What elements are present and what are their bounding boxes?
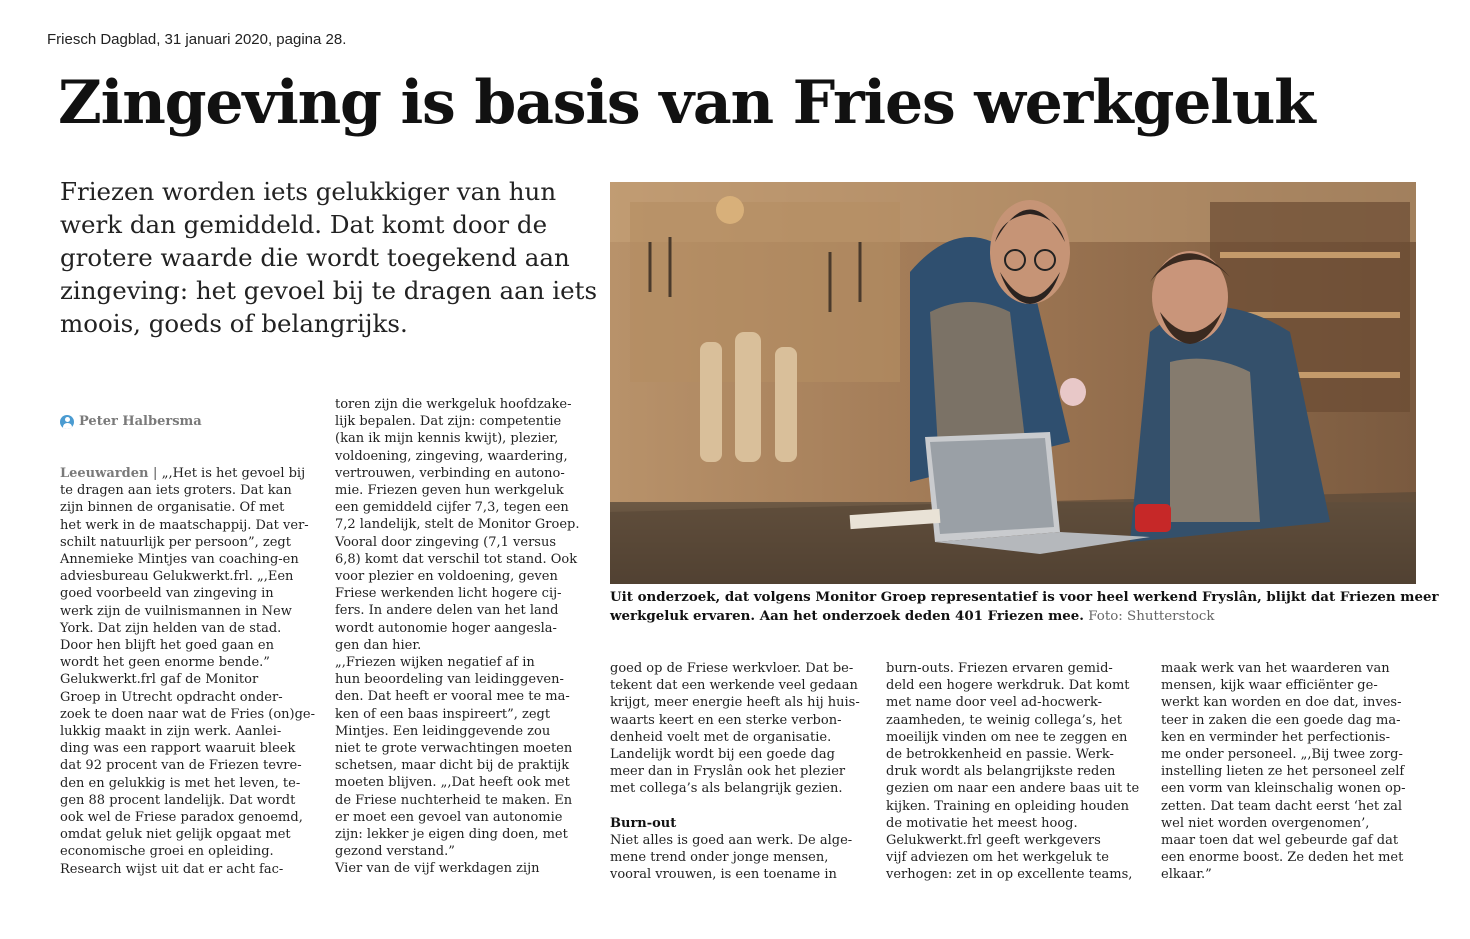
text-line: omdat geluk niet gelijk opgaat met	[60, 827, 291, 843]
text-line: teer in zaken die een goede dag ma-	[1161, 712, 1401, 728]
text-line: Groep in Utrecht opdracht onder-	[60, 689, 283, 705]
text-line: York. Dat zijn helden van de stad.	[60, 620, 282, 636]
text-line: ken of een baas inspireert”, zegt	[335, 706, 551, 722]
text-line: de Friese nuchterheid te maken. En	[335, 792, 573, 808]
text-line: vertrouwen, verbinding en autono-	[335, 465, 565, 481]
photo-credit: Foto: Shutterstock	[1083, 609, 1215, 624]
text-line: gezond verstand.”	[335, 844, 455, 860]
text-line: zijn: lekker je eigen ding doen, met	[335, 827, 568, 843]
text-line: voor plezier en voldoening, geven	[335, 569, 558, 585]
text-line: Landelijk wordt bij een goede dag	[610, 747, 835, 763]
byline	[60, 414, 202, 429]
column-3	[610, 660, 868, 884]
text-line: voldoening, zingeving, waardering,	[335, 448, 568, 464]
text-line: Gelukwerkt.frl gaf de Monitor	[60, 672, 259, 688]
text-line: het werk in de maatschappij. Dat ver-	[60, 517, 309, 533]
text-line: ook wel de Friese paradox genoemd,	[60, 810, 303, 826]
text-line: wordt het geen enorme bende.”	[60, 655, 270, 671]
text-line: verhogen: zet in op excellente teams,	[886, 867, 1133, 883]
text-line: 7,2 landelijk, stelt de Monitor Groep.	[335, 517, 580, 533]
text-line: toren zijn die werkgeluk hoofdzake-	[335, 397, 572, 412]
text-line: gezien om naar een andere baas uit te	[886, 781, 1140, 797]
text-line: zaamheden, te weinig collega’s, het	[886, 712, 1122, 728]
text-line: krijgt, meer energie heeft als hij huis-	[610, 695, 860, 711]
lead-paragraph	[60, 175, 605, 340]
text-line: gen 88 procent landelijk. Dat wordt	[60, 792, 296, 808]
text-line: zoek te doen naar wat de Fries (on)ge-	[60, 706, 316, 722]
caption-line	[610, 607, 1422, 626]
text-line: waarts keert en een sterke verbon-	[610, 712, 842, 728]
text-line: niet te grote verwachtingen moeten	[335, 741, 573, 757]
lead-line: moois, goeds of belangrijks.	[60, 309, 408, 338]
text-line: mene trend onder jonge mensen,	[610, 850, 829, 866]
text-line: lukkig maakt in zijn werk. Aanlei-	[60, 724, 282, 740]
text-line: moeten blijven. „,Dat heeft ook met	[335, 775, 570, 791]
text-line: burn-outs. Friezen ervaren gemid-	[886, 661, 1113, 676]
column-2	[335, 396, 590, 878]
text-line: wordt autonomie hoger aangesla-	[335, 620, 557, 636]
text-line: Gelukwerkt.frl geeft werkgevers	[886, 833, 1101, 849]
text-line-start: „,Het is het gevoel bij	[157, 466, 306, 481]
text-line: er moet een gevoel van autonomie	[335, 809, 563, 825]
column-5	[1161, 660, 1419, 884]
dateline: Leeuwarden |	[60, 466, 158, 481]
photo-caption	[610, 588, 1439, 626]
text-line: vooral vrouwen, is een toename in	[610, 867, 837, 883]
text-line: economische groei en opleiding.	[60, 844, 274, 860]
text-line: dat 92 procent van de Friezen tevre-	[60, 758, 302, 774]
caption-text: werkgeluk ervaren. Aan het onderzoek deden 401 Friezen mee.	[610, 608, 1084, 624]
author-name: Peter Halbersma	[79, 414, 202, 429]
text-line: te dragen aan iets groters. Dat kan	[60, 483, 292, 499]
text-line: Door hen blijft het goed gaan en	[60, 638, 274, 654]
text-line: 6,8) komt dat verschil tot stand. Ook	[335, 551, 578, 567]
column-1	[60, 465, 315, 878]
text-line: met collega’s als belangrijk gezien.	[610, 781, 843, 797]
lead-line: zingeving: het gevoel bij te dragen aan iets	[60, 276, 598, 305]
text-line: Friese werkenden licht hogere cij-	[335, 586, 562, 602]
text-line: maak werk van het waarderen van	[1161, 661, 1390, 676]
text-line: Research wijst uit dat er acht fac-	[60, 861, 284, 877]
text-line: den en gelukkig is met het leven, te-	[60, 775, 301, 791]
text-line: met name door veel ad-hocwerk-	[886, 695, 1103, 711]
text-line: goed voorbeeld van zingeving in	[60, 586, 274, 602]
lead-line: Friezen worden iets gelukkiger van hun	[60, 177, 557, 206]
text-line: druk wordt als belangrijkste reden	[886, 764, 1116, 780]
subheading: Burn-out	[610, 815, 677, 831]
text-line: mensen, kijk waar efficiënter ge-	[1161, 678, 1378, 694]
text-line: een vorm van kleinschalig wonen op-	[1161, 781, 1406, 797]
text-line: ken en verminder het perfectionis-	[1161, 729, 1390, 745]
caption-line	[610, 588, 1439, 607]
lead-line: werk dan gemiddeld. Dat komt door de	[60, 210, 548, 239]
column-4	[886, 660, 1144, 884]
text-line: me onder personeel. „,Bij twee zorg-	[1161, 747, 1403, 763]
text-line: gen dan hier.	[335, 637, 422, 653]
text-line: deld een hogere werkdruk. Dat komt	[886, 678, 1130, 694]
text-line: kijken. Training en opleiding houden	[886, 798, 1130, 814]
text-line: adviesbureau Gelukwerkt.frl. „,Een	[60, 569, 294, 585]
headline: Zingeving is basis van Fries werkgeluk	[58, 68, 1315, 138]
text-line: Vier van de vijf werkdagen zijn	[335, 861, 540, 877]
text-line: „,Friezen wijken negatief af in	[335, 655, 535, 671]
text-line: zijn binnen de organisatie. Of met	[60, 500, 285, 516]
source-line: Friesch Dagblad, 31 januari 2020, pagina 28.	[47, 31, 347, 48]
text-line: werk zijn de vuilnismannen in New	[60, 603, 292, 619]
text-line: lijk bepalen. Dat zijn: competentie	[335, 414, 562, 430]
text-line: Vooral door zingeving (7,1 versus	[335, 534, 556, 550]
text-line: tekent dat een werkende veel gedaan	[610, 678, 858, 694]
text-line	[610, 798, 868, 815]
lead-line: grotere waarde die wordt toegekend aan	[60, 243, 570, 272]
text-line: goed op de Friese werkvloer. Dat be-	[610, 661, 854, 676]
text-line: instelling lieten ze het personeel zelf	[1161, 764, 1405, 780]
text-line: een gemiddeld cijfer 7,3, tegen een	[335, 500, 569, 516]
text-line: zetten. Dat team dacht eerst ‘het zal	[1161, 798, 1403, 814]
text-line	[60, 465, 315, 482]
text-line: ding was een rapport waaruit bleek	[60, 741, 296, 757]
text-line: den. Dat heeft er vooral mee te ma-	[335, 689, 570, 705]
text-line: de betrokkenheid en passie. Werk-	[886, 747, 1114, 763]
photo-two-carpenters-laptop	[610, 182, 1416, 584]
text-line: de motivatie het meest hoog.	[886, 815, 1078, 831]
text-line: maar toen dat wel gebeurde gaf dat	[1161, 833, 1399, 849]
text-line: fers. In andere delen van het land	[335, 603, 559, 619]
text-line: elkaar.”	[1161, 867, 1212, 883]
text-line: mie. Friezen geven hun werkgeluk	[335, 483, 564, 499]
text-line: schetsen, maar dicht bij de praktijk	[335, 758, 570, 774]
text-line: wel niet worden overgenomen’,	[1161, 815, 1370, 831]
caption-text: Uit onderzoek, dat volgens Monitor Groep representatief is voor heel werkend Fryslân, blijkt dat Friezen meer	[610, 589, 1439, 605]
text-line: Annemieke Mintjes van coaching-en	[60, 552, 299, 568]
text-line: denheid voelt met de organisatie.	[610, 729, 832, 745]
text-line: Niet alles is goed aan werk. De alge-	[610, 833, 853, 849]
text-line: werkt kan worden en doe dat, inves-	[1161, 695, 1402, 711]
text-line: vijf adviezen om het werkgeluk te	[886, 850, 1109, 866]
text-line: meer dan in Fryslân ook het plezier	[610, 764, 846, 780]
person-icon	[60, 415, 74, 429]
text-line: Mintjes. Een leidinggevende zou	[335, 723, 551, 739]
text-line: hun beoordeling van leidinggeven-	[335, 672, 564, 688]
article-photo	[610, 182, 1416, 584]
text-line: een enorme boost. Ze deden het met	[1161, 850, 1404, 866]
text-line: moeilijk vinden om nee te zeggen en	[886, 729, 1128, 745]
text-line: schilt natuurlijk per persoon”, zegt	[60, 534, 291, 550]
text-line: (kan ik mijn kennis kwijt), plezier,	[335, 431, 559, 447]
